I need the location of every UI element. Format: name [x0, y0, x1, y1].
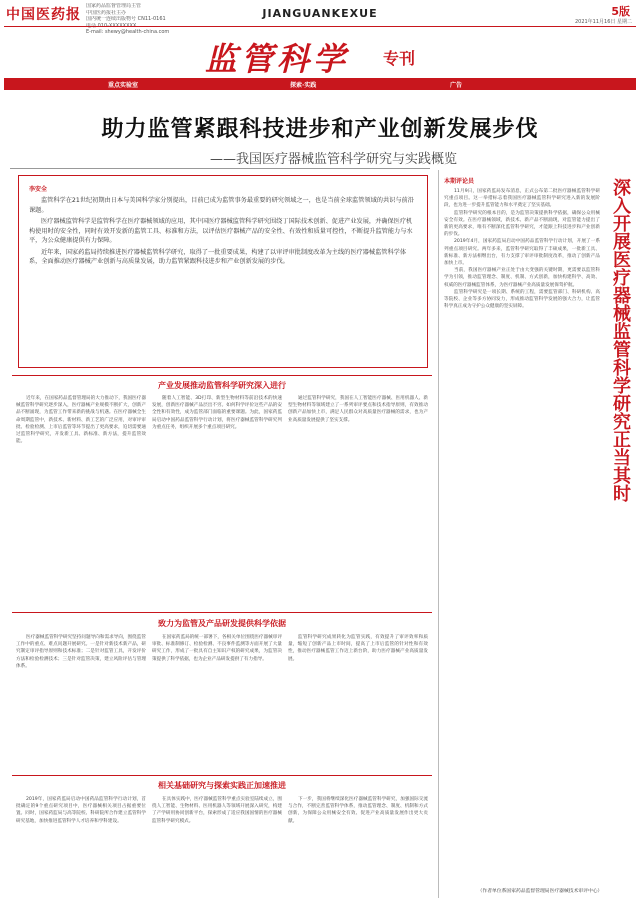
- section-rule: [12, 612, 432, 613]
- masthead-info-line: 国家药品监督管理局主管: [86, 3, 142, 9]
- section-column: [16, 395, 146, 525]
- article-headline: 助力监管紧跟科技进步和产业创新发展步伐: [101, 116, 539, 142]
- band-item: 重点实验室: [108, 82, 139, 89]
- band-item: 探索·实践: [290, 82, 317, 89]
- band-item: 广告: [450, 82, 463, 89]
- section-pinyin: JIANGUANKEXUE: [262, 7, 378, 20]
- section-band: [4, 78, 636, 90]
- paragraph: 随着人工智能、3D打印、新型生物材料等前沿技术的快速发展，创新医疗器械产品层出不穷。如何科学评价这些产品的安全性和有效性，成为监管部门面临的重要课题。为此，国家药监局启动中国药品监管科学行动计划，将医疗器械监管科学研究列为重点任务，组织开展多个重点项目研究。: [152, 396, 282, 430]
- author-affiliation: （作者单位系国家药品监督管理局医疗器械技术审评中心）: [477, 889, 603, 894]
- section-heading: 产业发展推动监管科学研究深入进行: [158, 381, 286, 390]
- section-column: [152, 634, 282, 764]
- author-tag: 李安全: [29, 186, 48, 193]
- paragraph: 当前，我国医疗器械产业正处于由大变强的关键时期，更需要以监管科学为引领，推动监管理念、制度、机制、方式创新，加快构建科学、高效、权威的医疗器械监管体系，为医疗器械产业高质量发展保驾护航。: [444, 268, 600, 288]
- newspaper-logo: 中国医药报: [6, 7, 81, 23]
- section-rule: [12, 375, 432, 376]
- abstract-paragraph: 监管科学在21世纪初期由日本与美国科学家分别提出，目前已成为监管事务最重要的研究领域之一，也是当前全球监管领域的共识与前沿课题。: [29, 197, 414, 214]
- paragraph: 监管科学研究成果转化为监管实践，有效提升了审评效率和质量，缩短了创新产品上市时间，提高了上市后监管的针对性和有效性，推动医疗器械监管工作迈上新台阶，助力医疗器械产业高质量发展。: [288, 635, 428, 662]
- masthead-info-line: 国内统一连续出版物号 CN11-0161: [86, 16, 166, 22]
- paragraph: 2019年，国家药监局启动中国药品监管科学行动计划，首批确定的9个重点研究项目中，医疗器械相关项目占据重要位置。同时，国家药监局与高等院校、科研院所合作建立监管科学研究基地，加快推进监管科学人才培养和学科建设。: [16, 797, 146, 824]
- abstract-paragraph: 近年来，国家药监局持续推进医疗器械监管科学研究，取得了一批重要成果，构建了以审评审批制度改革为主线的医疗器械监管科学体系，全面推动医疗器械产业创新与高质量发展，助力监管紧跟科技进步和产业创新发展的步伐。: [29, 248, 407, 265]
- abstract-box: [18, 175, 428, 368]
- masthead-info: [86, 3, 169, 36]
- publication-date: 2021年11月16日 星期二: [574, 19, 632, 25]
- paragraph: 近年来，在国家药品监督管理局的大力推动下，我国医疗器械监管科学研究逐步深入，医疗器械产业规模不断扩大，创新产品不断涌现，为监管工作带来新的挑战与机遇。在医疗器械全生命周期监管中，新技术、新材料、新工艺的广泛应用，对审评审批、检验检测、上市后监管等环节提出了更高要求，迫切需要通过监管科学研究，开发新工具、新标准、新方法，提升监管效能。: [16, 396, 146, 445]
- section-column: [152, 395, 282, 525]
- headline-divider: [10, 168, 430, 169]
- article-subhead: ——我国医疗器械监管科学研究与实践概览: [210, 152, 458, 167]
- paragraph: 11月9日，国家药监局发布消息，正式公布第二批医疗器械监管科学研究重点项目。这一举措标志着我国医疗器械监管科学研究进入新的发展阶段，也为进一步提升监管能力和水平奠定了坚实基础。: [444, 189, 600, 209]
- section-column: [288, 796, 428, 896]
- paragraph: 通过监管科学研究，我国在人工智能医疗器械、医用机器人、新型生物材料等领域建立了一系列审评要点和技术指导原则，有效推动创新产品加快上市，满足人民群众对高质量医疗器械的需求，也为产业高质量发展提供了坚实支撑。: [288, 396, 428, 423]
- masthead-info-line: E-mail: shewy@health-china.com: [86, 29, 170, 35]
- section-heading: 相关基础研究与探索实践正加速推进: [158, 781, 286, 790]
- masthead-info-line: 中国医药报社主办: [86, 9, 127, 16]
- section-column: [152, 796, 282, 896]
- paragraph: 2019年4月，国家药监局启动中国药品监管科学行动计划，开展了一系列重点项目研究。两年多来，监管科学研究取得了丰硕成果，一批新工具、新标准、新方法相继出台，有力支撑了审评审批制度改革，推动了创新产品加快上市。: [444, 239, 600, 267]
- paragraph: 监管科学研究的根本目的，是为监管决策提供科学依据，确保公众用械安全有效。在医疗器械领域，新技术、新产品不断涌现，对监管能力提出了新的更高要求，唯有不断深化监管科学研究，才能跟上科技进步和产业创新的步伐。: [444, 210, 600, 238]
- section-title: 监管科学: [205, 40, 350, 78]
- commentary-column: [444, 188, 600, 883]
- commentary-title: 深入开展医疗器械监管科学研究正当其时: [610, 178, 631, 502]
- section-column: [288, 395, 428, 525]
- section-title-suffix: 专刊: [383, 49, 416, 68]
- paragraph: 医疗器械监管科学研究坚持问题导向和需求导向，围绕监管工作中的重点、难点问题开展研究。一是针对新技术新产品，研究制定审评指导原则和技术标准；二是针对监管工具，开发评价方法和检验检测技术；三是针对监管决策，建立风险评估与管理体系。: [16, 635, 146, 669]
- header-rule: [4, 26, 636, 27]
- abstract-paragraph: 医疗器械监管科学是监管科学在医疗器械领域的应用，其中国医疗器械监管科学研究围绕丁国际技术创新、促进产业发展，并确保医疗机构使用时的安全性，同时有效开发新的监管工具、标准和方法，以评估医疗器械产品的安全性、有效性和质量可控性，不断提升监管能力与水平，为公众健康提供有力保障。: [29, 218, 413, 244]
- section-rule: [12, 775, 432, 776]
- section-column: [16, 796, 146, 896]
- paragraph: 监管科学研究是一项长期、系统的工程，需要监管部门、科研机构、高等院校、企业等多方协同发力，形成推动监管科学发展的强大合力，让监管科学真正成为守护公众健康的坚实屏障。: [444, 289, 600, 310]
- paragraph: 在具体实践中，医疗器械监管科学重点实验室陆续成立，围绕人工智能、生物材料、医用机器人等领域开展深入研究，构建了产学研用协同创新平台，探索形成了适应我国国情的医疗器械监管科学研究模式。: [152, 797, 282, 824]
- paragraph: 下一步，我国将继续深化医疗器械监管科学研究，加强国际交流与合作，不断完善监管科学体系，推动监管理念、制度、机制和方式创新，为保障公众用械安全有效、促进产业高质量发展作出更大贡献。: [288, 797, 428, 824]
- section-heading: 致力为监管及产品研发提供科学依据: [158, 619, 286, 628]
- column-divider: [438, 170, 439, 898]
- section-column: [16, 634, 146, 764]
- commentator-tag: 本期评论员: [444, 178, 475, 185]
- paragraph: 在国家药监局的统一部署下，各相关单位围绕医疗器械审评审批、标准制修订、检验检测、不良事件监测等方面开展了大量研究工作，形成了一批具有自主知识产权的研究成果，为监管决策提供了科学依据，也为企业产品研发提供了有力指导。: [152, 635, 282, 662]
- section-column: [288, 634, 428, 764]
- edition-number: 5版: [611, 5, 630, 18]
